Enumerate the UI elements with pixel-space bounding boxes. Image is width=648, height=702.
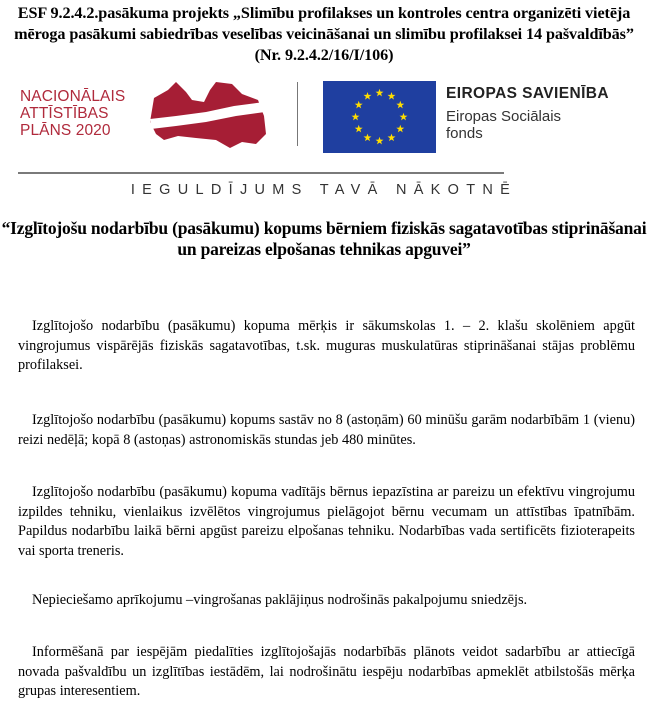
document-title: “Izglītojošu nodarbību (pasākumu) kopums bērniem fiziskās sagatavotības stiprināšanai un pareizas elpošanas tehnikas apguvei” [1,218,647,259]
project-header-title: ESF 9.2.4.2.pasākuma projekts „Slimību profilakses un kontroles centra organizēti vietēja mēroga pasākumi sabiedrības veselības veicināšanai un slimību profilaksei 14 pašvaldībās” (Nr. 9.2.4.2/16/I/106) [14,4,634,64]
paragraph-leader: Izglītojošo nodarbību (pasākumu) kopuma vadītājs bērnus iepazīstina ar pareizu un efektīvu vingrojumu izpildes tehniku, vienlaikus izvēlētos vingrojumus pielāgojot bērnu vecumam un attīstības īpatnībām. Papildus nodarbību laikā bērni apgūst pareizu elpošanas tehniku. Nodarbības vada sertificēts fizioterapeits vai sporta treneris. [18,484,635,559]
latvia-map-flag-icon [146,78,274,150]
eu-logo-title: EIROPAS SAVIENĪBA [446,85,609,102]
logo-divider [297,82,298,146]
paragraph-information: Informēšanā par iespējām piedalīties izglītojošajās nodarbībās plānots veidot sadarbību ar attiecīgā novada pašvaldību un izglītības iestādēm, lai nodrošinātu iespēju nodarbības apmeklēt atbilstošās mērķa grupas interesentiem. [18,644,635,700]
eu-logo-text [446,84,609,142]
nap-logo-line-1: NACIONĀLAIS [20,88,126,105]
paragraph-equipment: Nepieciešamo aprīkojumu –vingrošanas paklājiņus nodrošinās pakalpojumu sniedzējs. [32,592,528,609]
eu-logo-subtitle [446,108,609,142]
nap-logo-text [20,88,125,139]
eu-flag-icon [323,81,436,153]
nap-logo-line-3: PLĀNS 2020 [20,122,111,139]
logo-band [0,74,648,156]
eu-logo-subtitle-line-1: Eiropas Sociālais [446,108,562,125]
paragraph-goal: Izglītojošo nodarbību (pasākumu) kopuma mērķis ir sākumskolas 1. – 2. klašu skolēniem apgūt vingrojumus vispārējās fiziskās sagatavotības, t.sk. muguras muskulatūras stiprināšanai stājas problēmu profilaksei. [18,318,635,374]
slogan: IEGULDĪJUMS TAVĀ NĀKOTNĒ [130,182,518,198]
horizontal-rule [18,172,504,174]
nap-logo-line-2: ATTĪSTĪBAS [20,105,109,122]
eu-logo-subtitle-line-2: fonds [446,125,483,142]
paragraph-structure: Izglītojošo nodarbību (pasākumu) kopums sastāv no 8 (astoņām) 60 minūšu garām nodarbībām 1 (vienu) reizi nedēļā; kopā 8 (astoņas) astronomiskās stundas jeb 480 minūtes. [18,412,635,448]
